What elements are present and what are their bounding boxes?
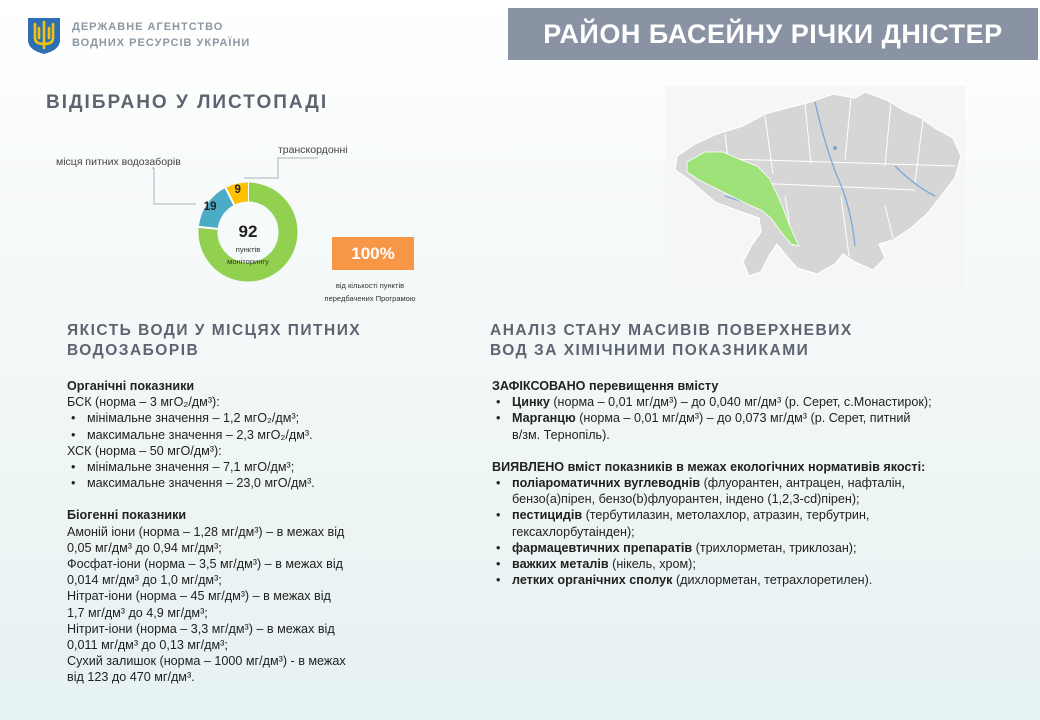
metals-name: важких металів bbox=[512, 557, 609, 572]
manganese-item bbox=[492, 410, 1037, 426]
residue-line-2: від 123 до 470 мг/дм³. bbox=[67, 670, 195, 685]
voc-item bbox=[492, 572, 1037, 588]
callout-drinking-label: місця питних водозаборів bbox=[56, 156, 181, 168]
pesticides-text: (тербутилазин, метолахлор, атразин, тербутрин, bbox=[585, 508, 870, 523]
pah-item bbox=[492, 475, 1037, 491]
ammonium-line-2: 0,05 мг/дм³ до 0,94 мг/дм³; bbox=[67, 540, 222, 555]
bsk-max-item: • максимальне значення – 2,3 мгО₂/дм³. bbox=[67, 427, 427, 443]
organic-heading: Органічні показники bbox=[67, 379, 195, 393]
donut-total-caption-2: моніторингу bbox=[227, 257, 269, 266]
detected-heading: ВИЯВЛЕНО вміст показників в межах екологічних нормативів якості: bbox=[492, 459, 926, 474]
analysis-title: АНАЛІЗ СТАНУ МАСИВІВ ПОВЕРХНЕВИХ ВОД ЗА ХІМІЧНИМИ ПОКАЗНИКАМИ bbox=[490, 322, 853, 359]
xsk-min-item: • мінімальне значення – 7,1 мгО/дм³; bbox=[67, 459, 427, 475]
pharma-item bbox=[492, 540, 1037, 556]
pharma-name: фармацевтичних препаратів bbox=[512, 540, 693, 555]
analysis-body bbox=[492, 378, 1037, 588]
donut-total-value: 92 bbox=[238, 222, 258, 241]
metals-item bbox=[492, 556, 1037, 572]
pharma-text: (трихлорметан, триклозан); bbox=[695, 540, 857, 555]
xsk-line: ХСК (норма – 50 мгО/дм³): bbox=[67, 443, 222, 458]
callout-transboundary-label: транскордонні bbox=[278, 144, 348, 156]
sampled-title: ВІДІБРАНО У ЛИСТОПАДІ bbox=[46, 92, 329, 113]
voc-text: (дихлорметан, тетрахлоретилен). bbox=[675, 573, 873, 588]
bsk-line: БСК (норма – 3 мгО₂/дм³): bbox=[67, 395, 220, 410]
ukraine-map-graphic bbox=[665, 86, 965, 292]
percent-badge: 100% bbox=[332, 237, 414, 270]
callout-line-transboundary bbox=[244, 158, 318, 178]
zinc-item bbox=[492, 394, 1037, 410]
manganese-text: (норма – 0,01 мг/дм³) – до 0,073 мг/дм³ (р. Серет, питний bbox=[579, 411, 911, 426]
voc-name: летких органічних сполук bbox=[512, 573, 673, 588]
percent-note: від кількості пунктів передбачених Програмою bbox=[324, 281, 416, 303]
donut-total-caption-1: пунктів bbox=[235, 245, 261, 254]
nitrite-line-2: 0,011 мг/дм³ до 0,13 мг/дм³; bbox=[67, 638, 228, 653]
phosphate-line-1: Фосфат-іони (норма – 3,5 мг/дм³) – в межах від bbox=[67, 557, 343, 572]
donut-slice-label-2: 9 bbox=[234, 184, 241, 197]
pah-text-cont: бензо(а)пірен, бензо(b)флуорантен, індено (1,2,3-cd)пірен); bbox=[512, 492, 860, 507]
metals-text: (нікель, хром); bbox=[612, 557, 696, 572]
pesticides-name: пестицидів bbox=[512, 508, 583, 523]
nitrite-line-1: Нітрит-іони (норма – 3,3 мг/дм³) – в межах від bbox=[67, 621, 335, 636]
donut-slice-label-1: 19 bbox=[203, 200, 217, 213]
nitrate-line-2: 1,7 мг/дм³ до 4,9 мг/дм³; bbox=[67, 605, 208, 620]
bsk-min-item: • мінімальне значення – 1,2 мгО₂/дм³; bbox=[67, 410, 427, 426]
page-title: РАЙОН БАСЕЙНУ РІЧКИ ДНІСТЕР bbox=[508, 8, 1038, 60]
nitrate-line-1: Нітрат-іони (норма – 45 мг/дм³) – в межах від bbox=[67, 589, 331, 604]
manganese-text-cont: в/зм. Тернопіль). bbox=[512, 427, 610, 442]
ammonium-line-1: Амоній іони (норма – 1,28 мг/дм³) – в межах від bbox=[67, 524, 345, 539]
pah-text: (флуорантен, антрацен, нафталін, bbox=[703, 476, 905, 491]
trident-emblem-icon bbox=[24, 14, 64, 56]
kyiv-marker bbox=[833, 146, 837, 150]
quality-body bbox=[67, 378, 427, 686]
xsk-max-item: • максимальне значення – 23,0 мгО/дм³. bbox=[67, 475, 427, 491]
exceed-heading: ЗАФІКСОВАНО перевищення вмісту bbox=[492, 379, 719, 393]
ukraine-map bbox=[665, 86, 965, 292]
callout-line-drinking bbox=[152, 168, 196, 204]
manganese-name: Марганцю bbox=[512, 411, 576, 426]
zinc-name: Цинку bbox=[512, 395, 550, 410]
quality-title: ЯКІСТЬ ВОДИ У МІСЦЯХ ПИТНИХ ВОДОЗАБОРІВ bbox=[67, 322, 362, 359]
pesticides-item bbox=[492, 507, 1037, 523]
zinc-text: (норма – 0,01 мг/дм³) – до 0,040 мг/дм³ (р. Серет, с.Монастирок); bbox=[553, 395, 932, 410]
pah-name: поліароматичних вуглеводнів bbox=[512, 476, 701, 491]
pesticides-text-cont: гексахлорбутаінден); bbox=[512, 524, 635, 539]
phosphate-line-2: 0,014 мг/дм³ до 1,0 мг/дм³; bbox=[67, 573, 222, 588]
agency-header bbox=[24, 14, 250, 56]
residue-line-1: Сухий залишок (норма – 1000 мг/дм³) - в межах bbox=[67, 654, 346, 669]
agency-name: ДЕРЖАВНЕ АГЕНТСТВО ВОДНИХ РЕСУРСІВ УКРАЇНИ bbox=[72, 21, 251, 49]
biogenic-heading: Біогенні показники bbox=[67, 508, 187, 523]
